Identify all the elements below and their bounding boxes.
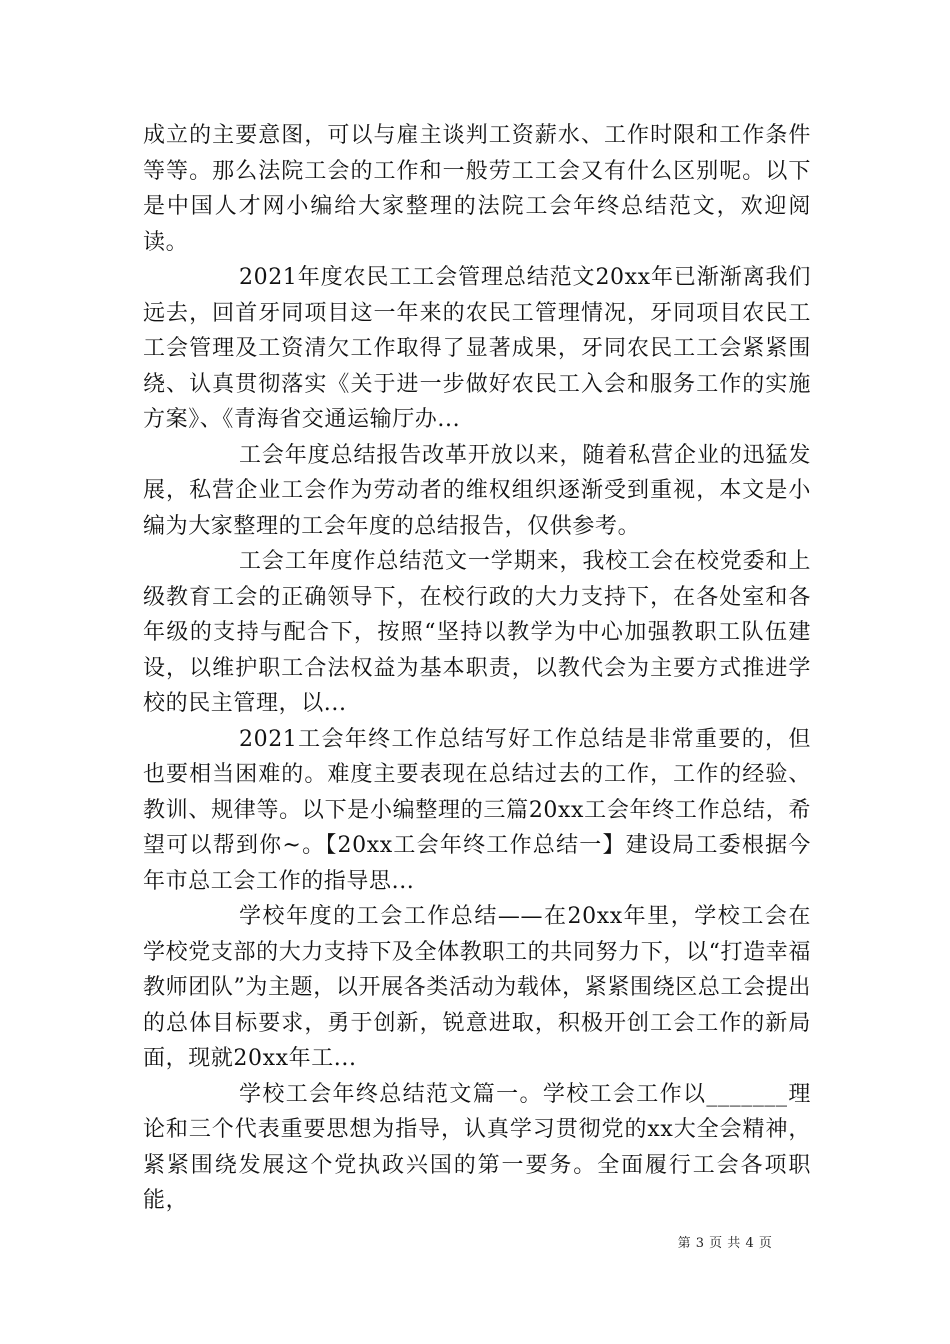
paragraph-school-union-sample-one: 学校工会年终总结范文篇一。学校工会工作以_______理论和三个代表重要思想为指导，认真学习贯彻党的xx大全会精神，紧紧围绕发展这个党执政兴国的第一要务。全面履行工会各项职能， [143,1081,811,1213]
paragraph-school-union-semester: 工会工年度作总结范文一学期来，我校工会在校党委和上级教育工会的正确领导下，在校行政的大力支持下，在各处室和各年级的支持与配合下，按照“坚持以教学为中心加强教职工队伍建设，以维护职工合法权益为基本职责，以教代会为主要方式推进学校的民主管理，以... [143,549,811,716]
paragraph-school-union-annual: 学校年度的工会工作总结——在20xx年里，学校工会在学校党支部的大力支持下及全体教职工的共同努力下，以“打造幸福教师团队”为主题，以开展各类活动为载体，紧紧围绕区总工会提出的总体目标要求，勇于创新，锐意进取，积极开创工会工作的新局面，现就20xx年工... [143,904,811,1071]
page-number: 第 3 页 共 4 页 [677,1236,773,1251]
paragraph-union-year-end-work: 2021工会年终工作总结写好工作总结是非常重要的，但也要相当困难的。难度主要表现在总结过去的工作，工作的经验、教训、规律等。以下是小编整理的三篇20xx工会年终工作总结，希望可以帮到你~。【20xx工会年终工作总结一】建设局工委根据今年市总工会工作的指导思... [143,726,811,894]
document-body [143,118,811,1219]
paragraph-migrant-worker-union: 2021年度农民工工会管理总结范文20xx年已渐渐离我们远去，回首牙同项目这一年来的农民工管理情况，牙同项目农民工工会管理及工资清欠工作取得了显著成果，牙同农民工工会紧紧围绕、认真贯彻落实《关于进一步做好农民工入会和服务工作的实施方案》、《青海省交通运输厅办... [143,265,811,432]
paragraph-intro-continued: 成立的主要意图，可以与雇主谈判工资薪水、工作时限和工作条件等等。那么法院工会的工作和一般劳工工会又有什么区别呢。以下是中国人才网小编给大家整理的法院工会年终总结范文，欢迎阅读。 [143,123,811,255]
paragraph-union-annual-report: 工会年度总结报告改革开放以来，随着私营企业的迅猛发展，私营企业工会作为劳动者的维权组织逐渐受到重视，本文是小编为大家整理的工会年度的总结报告，仅供参考。 [143,442,811,539]
page-footer [0,1232,950,1251]
